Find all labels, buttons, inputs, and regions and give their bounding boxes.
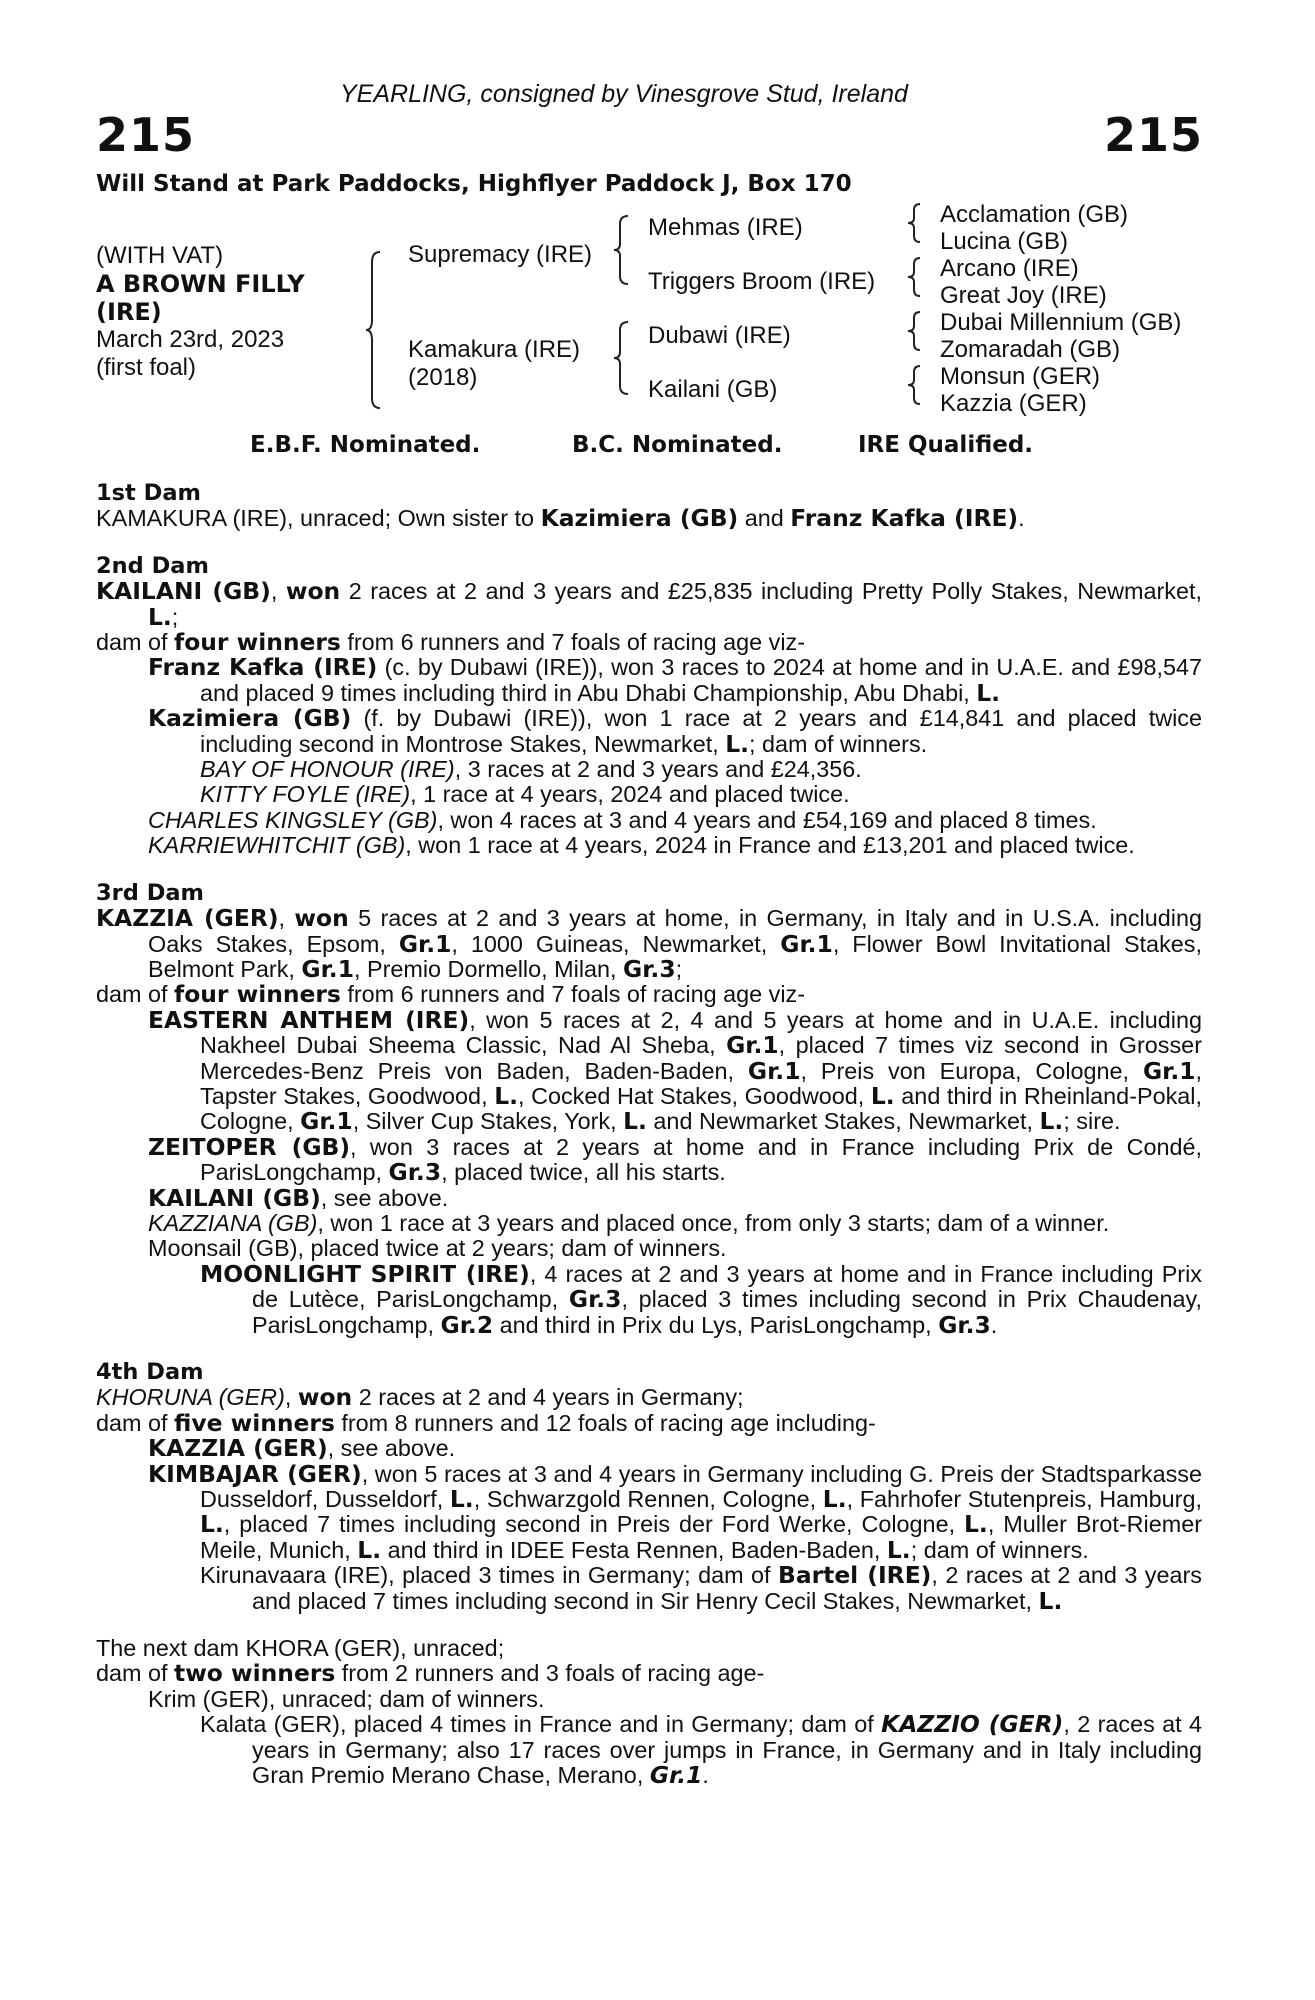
produce-kailani: KAILANI (GB), see above. (148, 1183, 449, 1212)
vat-note: (WITH VAT) (96, 242, 224, 269)
ped-dss: Dubai Millennium (GB) (940, 309, 1182, 336)
consignor-line: YEARLING, consigned by Vinesgrove Stud, Ireland (340, 80, 908, 108)
ped-dds: Monsun (GER) (940, 363, 1101, 390)
produce-kirunavaara: Kirunavaara (IRE), placed 3 times in Germany; dam of Bartel (IRE), 2 races at 2 and 3 years and placed 7 times including second in Sir Henry Cecil Stakes, Newmarket, L. (200, 1561, 1202, 1615)
third-dam-produce-intro: dam of four winners from 6 runners and 7 foals of racing age viz- (96, 980, 806, 1009)
section-heading-4th-dam: 4th Dam (96, 1359, 204, 1385)
ped-sss: Acclamation (GB) (940, 201, 1129, 228)
ire-qualified: IRE Qualified. (858, 432, 1034, 458)
produce-franz-kafka: Franz Kafka (IRE) (c. by Dubawi (IRE)), won 3 races to 2024 at home and in U.A.E. and £98,547 and placed 9 times including third in Abu Dhabi Championship, Abu Dhabi, L. (148, 653, 1202, 707)
sire-sire: Mehmas (IRE) (648, 214, 803, 241)
lot-number-right: 215 (1103, 108, 1203, 162)
pedigree-brace-ds (906, 310, 924, 352)
ped-dsd: Zomaradah (GB) (940, 336, 1121, 363)
section-heading-1st-dam: 1st Dam (96, 480, 201, 506)
dam-name: Kamakura (IRE) (408, 336, 581, 363)
dam-dam: Kailani (GB) (648, 376, 778, 403)
horse-block (96, 242, 305, 382)
sire-dam: Triggers Broom (IRE) (648, 268, 876, 295)
produce-kimbajar: KIMBAJAR (GER), won 5 races at 3 and 4 years in Germany including G. Preis der Stadtsparkasse Dusseldorf, Dusseldorf, L., Schwarzgold Rennen, Cologne, L., Fahrhofer Stutenpreis, Hamburg, L., placed 7 times including second in Preis der Ford Werke, Cologne, L., Muller Brot-Riemer Meile, Munich, L. and third in IDEE Festa Rennen, Baden-Baden, L.; dam of winners. (148, 1459, 1202, 1564)
produce-charles-kingsley: CHARLES KINGSLEY (GB), won 4 races at 3 and 4 years and £54,169 and placed 8 times. (148, 806, 1097, 833)
produce-karriewhitchit: KARRIEWHITCHIT (GB), won 1 race at 4 years, 2024 in France and £13,201 and placed twice. (148, 832, 1135, 859)
foaling-date: March 23rd, 2023 (96, 326, 285, 353)
ebf-nomination: E.B.F. Nominated. (250, 432, 481, 458)
pedigree-brace-main (364, 250, 384, 410)
horse-origin: (IRE) (96, 298, 162, 326)
lot-number-left: 215 (96, 108, 196, 162)
ped-sds: Arcano (IRE) (940, 255, 1079, 282)
fourth-dam-para: KHORUNA (GER), won 2 races at 2 and 4 years in Germany; (96, 1383, 744, 1412)
fourth-dam-produce-intro: dam of five winners from 8 runners and 12 foals of racing age including- (96, 1408, 876, 1437)
pedigree-brace-ss (906, 202, 924, 244)
ped-ddd: Kazzia (GER) (940, 390, 1087, 417)
produce-kazziana: KAZZIANA (GB), won 1 race at 3 years and placed once, from only 3 starts; dam of a winner. (148, 1209, 1110, 1236)
produce-kazzia: KAZZIA (GER), see above. (148, 1434, 456, 1463)
stand-location: Will Stand at Park Paddocks, Highflyer Paddock J, Box 170 (96, 171, 852, 197)
produce-bay-of-honour: BAY OF HONOUR (IRE), 3 races at 2 and 3 years and £24,356. (200, 756, 862, 783)
third-dam-para: KAZZIA (GER), won 5 races at 2 and 3 years at home, in Germany, in Italy and in U.S.A. including Oaks Stakes, Epsom, Gr.1, 1000 Guineas, Newmarket, Gr.1, Flower Bowl Invitational Stakes, Belmont Park, Gr.1, Premio Dormello, Milan, Gr.3; (96, 904, 1202, 983)
catalogue-body (96, 481, 1202, 1789)
produce-moonsail: Moonsail (GB), placed twice at 2 years; dam of winners. (148, 1235, 727, 1262)
pedigree-brace-dd (906, 364, 924, 406)
pedigree-brace-sd (906, 256, 924, 298)
dam-sire: Dubawi (IRE) (648, 322, 791, 349)
produce-kitty-foyle: KITTY FOYLE (IRE), 1 race at 4 years, 2024 and placed twice. (200, 781, 850, 808)
produce-moonlight-spirit: MOONLIGHT SPIRIT (IRE), 4 races at 2 and 3 years at home and in France including Prix de Lutèce, ParisLongchamp, Gr.3, placed 3 times including second in Prix Chaudenay, ParisLongchamp, Gr.2 and third in Prix du Lys, ParisLongchamp, Gr.3. (200, 1259, 1202, 1339)
next-dam-produce-intro: dam of two winners from 2 runners and 3 foals of racing age- (96, 1659, 765, 1688)
bc-nomination: B.C. Nominated. (572, 432, 783, 458)
produce-krim: Krim (GER), unraced; dam of winners. (148, 1685, 545, 1712)
second-dam-para: KAILANI (GB), won 2 races at 2 and 3 years and £25,835 including Pretty Polly Stakes, Newmarket, L.; (96, 577, 1203, 631)
section-heading-3rd-dam: 3rd Dam (96, 879, 204, 906)
horse-description: A BROWN FILLY (96, 270, 305, 298)
second-dam-produce-intro: dam of four winners from 6 runners and 7 foals of racing age viz- (96, 628, 806, 657)
produce-eastern-anthem: EASTERN ANTHEM (IRE), won 5 races at 2, 4 and 5 years at home and in U.A.E. including Nakheel Dubai Sheema Classic, Nad Al Sheba, Gr.1, placed 7 times viz second in Grosser Mercedes-Benz Preis von Baden, Baden-Baden, Gr.1, Preis von Europa, Cologne, Gr.1, Tapster Stakes, Goodwood, L., Cocked Hat Stakes, Goodwood, L. and third in Rheinland-Pokal, Cologne, Gr.1, Silver Cup Stakes, York, L. and Newmarket Stakes, Newmarket, L.; sire. (148, 1005, 1202, 1136)
next-dam-para: The next dam KHORA (GER), unraced; (96, 1635, 505, 1662)
dam-year: (2018) (408, 364, 478, 391)
pedigree-brace-sire (612, 214, 632, 286)
produce-kalata: Kalata (GER), placed 4 times in France and in Germany; dam of KAZZIO (GER), 2 races at 4 years in Germany; also 17 races over jumps in France, in Germany and in Italy including Gran Premio Merano Chase, Merano, Gr.1. (200, 1710, 1203, 1790)
sire-name: Supremacy (IRE) (408, 241, 593, 268)
pedigree-brace-dam (612, 320, 632, 396)
produce-zeitoper: ZEITOPER (GB), won 3 races at 2 years at home and in France including Prix de Condé, ParisLongchamp, Gr.3, placed twice, all his starts. (148, 1132, 1202, 1187)
foal-note: (first foal) (96, 354, 197, 381)
produce-kazimiera: Kazimiera (GB) (f. by Dubawi (IRE)), won 1 race at 2 years and £14,841 and placed twice including second in Montrose Stakes, Newmarket, L.; dam of winners. (148, 704, 1202, 758)
section-heading-2nd-dam: 2nd Dam (96, 552, 209, 579)
ped-ssd: Lucina (GB) (940, 228, 1069, 255)
first-dam-para: KAMAKURA (IRE), unraced; Own sister to Kazimiera (GB) and Franz Kafka (IRE). (96, 504, 1025, 533)
ped-sdd: Great Joy (IRE) (940, 282, 1107, 309)
